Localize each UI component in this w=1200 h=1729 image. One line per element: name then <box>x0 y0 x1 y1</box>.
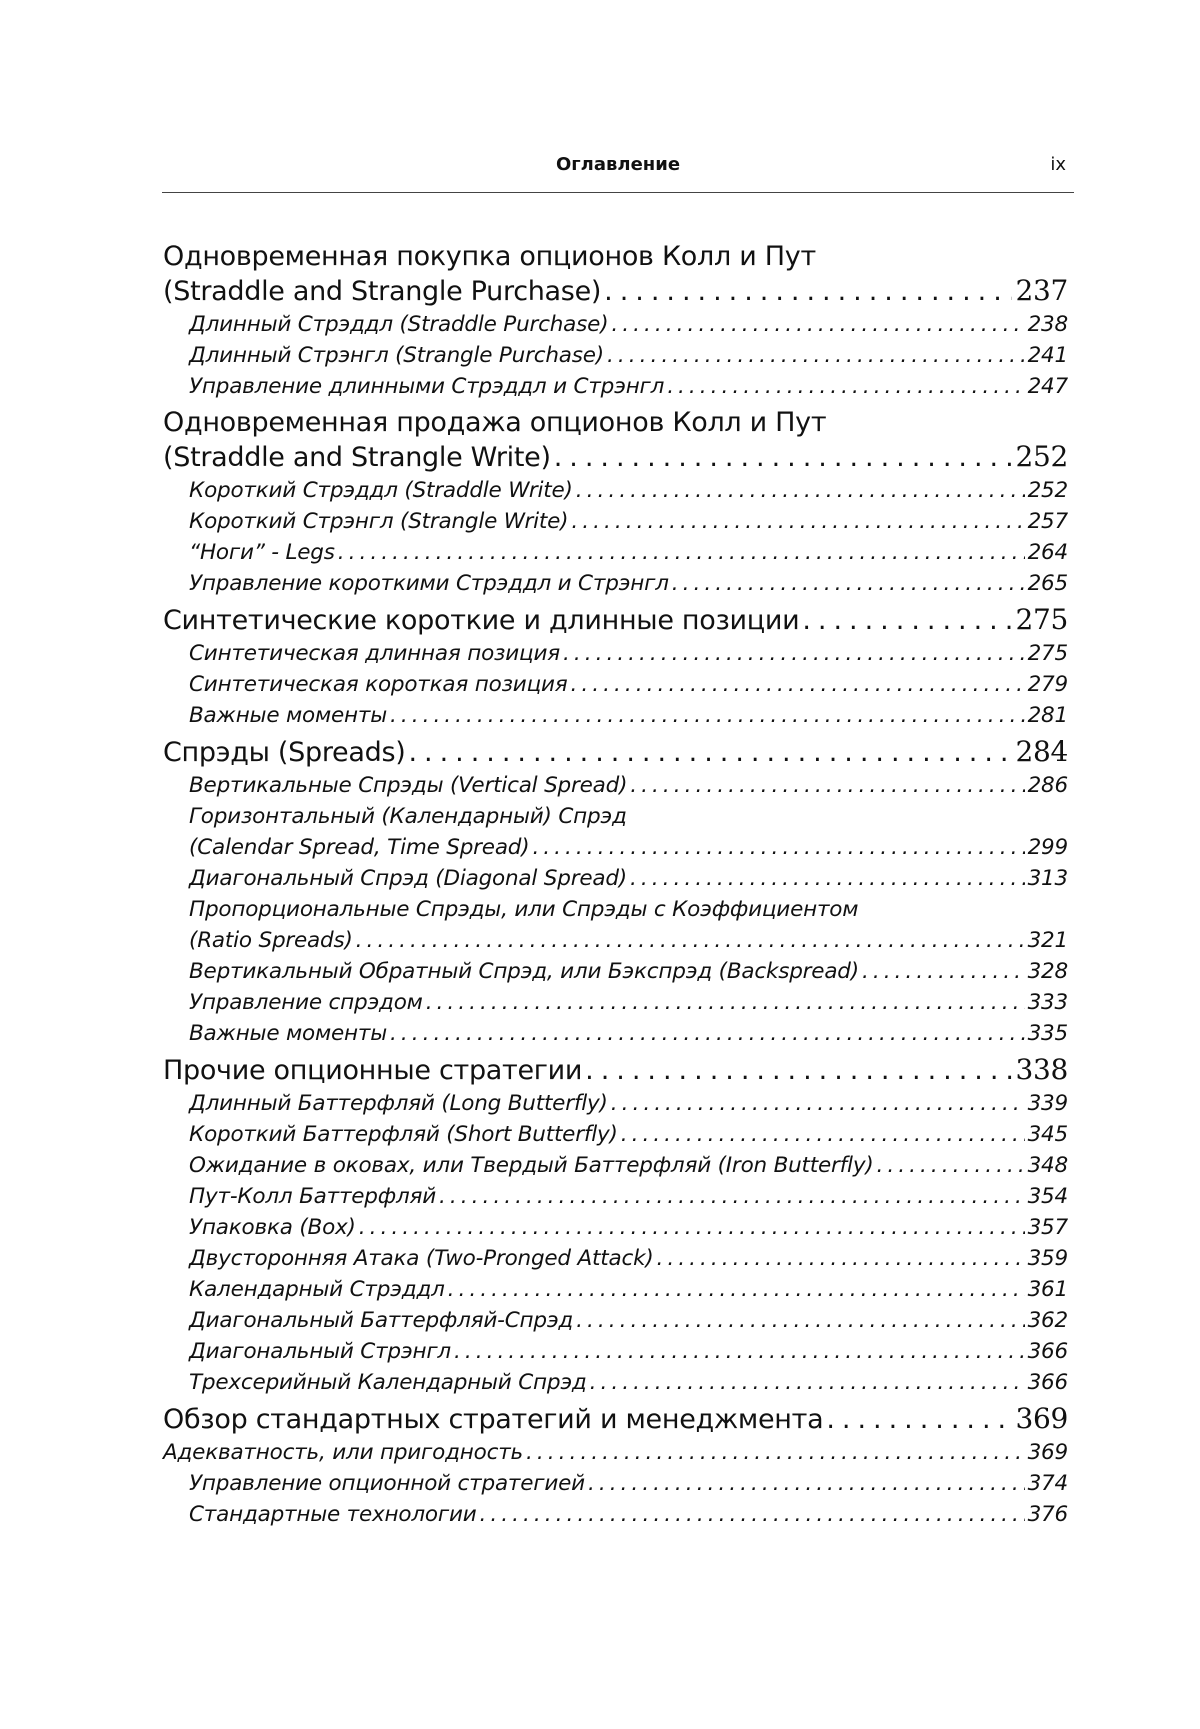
toc-chapter-title-line <box>163 603 1068 638</box>
toc-entry-page-number: 252 <box>1027 478 1068 503</box>
toc-chapter-title: (Straddle and Strangle Purchase) <box>163 276 602 307</box>
dot-leader <box>630 770 1024 801</box>
toc-chapter-title-line <box>163 274 1068 309</box>
toc-entry-page-number: 257 <box>1027 509 1068 534</box>
toc-entry-line <box>163 770 1068 801</box>
dot-leader <box>532 832 1024 863</box>
dot-leader <box>611 1088 1025 1119</box>
toc-entry-line <box>163 925 1068 956</box>
toc-section <box>163 735 1068 1049</box>
toc-entry-page-number: 339 <box>1027 1091 1068 1116</box>
toc-entry-page-number: 328 <box>1027 959 1068 984</box>
dot-leader <box>563 638 1025 669</box>
toc-entry-title: Управление короткими Стрэддл и Стрэнгл <box>189 571 669 596</box>
dot-leader <box>571 669 1025 700</box>
toc-entry-page-number: 376 <box>1027 1502 1068 1527</box>
toc-entry-page-number: 279 <box>1027 672 1068 697</box>
toc-entry-title: Диагональный Баттерфляй-Спрэд <box>189 1308 574 1333</box>
dot-leader <box>454 1336 1025 1367</box>
dot-leader <box>657 1243 1025 1274</box>
toc-chapter-page-number: 284 <box>1015 735 1068 768</box>
toc-chapter-title-line <box>163 406 1068 440</box>
toc-entry-page-number: 247 <box>1027 374 1068 399</box>
toc-entry-title: Календарный Стрэддл <box>189 1277 445 1302</box>
toc-entry-title: Короткий Баттерфляй (Short Butterfly) <box>189 1122 618 1147</box>
toc-entry-title: Важные моменты <box>189 1021 387 1046</box>
toc-entry-line <box>163 1468 1068 1499</box>
toc-entry-title: Управление длинными Стрэддл и Стрэнгл <box>189 374 665 399</box>
toc-entry-line <box>163 1088 1068 1119</box>
toc-entry-page-number: 345 <box>1027 1122 1068 1147</box>
toc-entry-line <box>163 987 1068 1018</box>
toc-entry-page-number: 275 <box>1027 641 1068 666</box>
dot-leader <box>862 956 1025 987</box>
toc-entry-page-number: 313 <box>1027 866 1068 891</box>
toc-entry-line <box>163 1243 1068 1274</box>
toc-entry-line <box>163 832 1068 863</box>
dot-leader <box>526 1437 1025 1468</box>
toc-entry-title: Синтетическая длинная позиция <box>189 641 560 666</box>
toc-entry-line <box>163 863 1068 894</box>
toc-entry-page-number: 264 <box>1027 540 1068 565</box>
dot-leader <box>359 1212 1025 1243</box>
toc-chapter-title: Одновременная покупка опционов Колл и Пут <box>163 241 816 272</box>
toc-entry-line <box>163 669 1068 700</box>
toc-entry-title: Горизонтальный (Календарный) Спрэд <box>189 804 627 829</box>
toc-chapter-title-line <box>163 735 1068 770</box>
dot-leader <box>802 604 1012 638</box>
toc-entry-title: Пропорциональные Спрэды, или Спрэды с Коэффициентом <box>189 897 859 922</box>
toc-entry-title: Адекватность, или пригодность <box>163 1440 523 1465</box>
toc-entry-line <box>163 1499 1068 1530</box>
dot-leader <box>604 275 1012 309</box>
toc-entry-title: (Calendar Spread, Time Spread) <box>189 835 530 860</box>
running-header-page-number: ix <box>1050 154 1066 175</box>
dot-leader <box>667 371 1024 402</box>
toc-entry-page-number: 335 <box>1027 1021 1068 1046</box>
toc-entry-page-number: 238 <box>1027 312 1068 337</box>
toc-entry-page-number: 265 <box>1027 571 1068 596</box>
toc-chapter-title-line <box>163 240 1068 274</box>
toc-entry-line <box>163 1305 1068 1336</box>
toc-entry-line <box>163 537 1068 568</box>
toc-entry-title: Короткий Стрэддл (Straddle Write) <box>189 478 573 503</box>
toc-entry-line <box>163 1119 1068 1150</box>
toc-chapter-title: Спрэды (Spreads) <box>163 737 406 768</box>
toc-entry-line <box>163 700 1068 731</box>
toc-entry-title: Пут-Колл Баттерфляй <box>189 1184 436 1209</box>
toc-entry-page-number: 357 <box>1027 1215 1068 1240</box>
toc-entry-line <box>163 568 1068 599</box>
toc-entry-page-number: 333 <box>1027 990 1068 1015</box>
toc-entry-title: Синтетическая короткая позиция <box>189 672 568 697</box>
header-divider <box>162 192 1074 193</box>
toc-entry-line <box>163 371 1068 402</box>
toc-entry-title: Ожидание в оковах, или Твердый Баттерфляй (Iron Butterfly) <box>189 1153 874 1178</box>
toc-chapter-title-line <box>163 440 1068 475</box>
dot-leader <box>588 1468 1025 1499</box>
toc-entry-page-number: 366 <box>1027 1370 1068 1395</box>
toc-entry-line <box>163 475 1068 506</box>
toc-entry-line <box>163 1367 1068 1398</box>
toc-chapter-title: Одновременная продажа опционов Колл и Пут <box>163 407 827 438</box>
toc-entry-title: Длинный Стрэддл (Straddle Purchase) <box>189 312 609 337</box>
toc-entry-page-number: 362 <box>1027 1308 1068 1333</box>
toc-entry-line <box>163 1212 1068 1243</box>
toc-entry-page-number: 369 <box>1027 1440 1068 1465</box>
toc-entry-page-number: 321 <box>1027 928 1068 953</box>
dot-leader <box>590 1367 1025 1398</box>
toc-chapter-page-number: 275 <box>1015 603 1068 636</box>
dot-leader <box>480 1499 1025 1530</box>
toc-entry-line <box>163 1274 1068 1305</box>
toc-entry-page-number: 281 <box>1027 703 1068 728</box>
toc-entry-title: Длинный Стрэнгл (Strangle Purchase) <box>189 343 604 368</box>
toc-chapter-title: Обзор стандартных стратегий и менеджмента <box>163 1404 824 1435</box>
running-header <box>162 150 1074 180</box>
toc-entry-page-number: 354 <box>1027 1184 1068 1209</box>
dot-leader <box>576 475 1025 506</box>
toc-entry-line <box>163 638 1068 669</box>
dot-leader <box>576 1305 1024 1336</box>
dot-leader <box>390 700 1025 731</box>
toc-entry-page-number: 241 <box>1027 343 1068 368</box>
toc-entry-title: (Ratio Spreads) <box>189 928 353 953</box>
dot-leader <box>877 1150 1025 1181</box>
dot-leader <box>611 309 1024 340</box>
toc-entry-line <box>163 1336 1068 1367</box>
dot-leader <box>390 1018 1025 1049</box>
toc-entry-line <box>163 1181 1068 1212</box>
toc-entry-title: Двусторонняя Атака (Two-Pronged Attack) <box>189 1246 654 1271</box>
dot-leader <box>585 1054 1012 1088</box>
toc-chapter-title: Прочие опционные стратегии <box>163 1055 583 1086</box>
toc-entry-line <box>163 309 1068 340</box>
dot-leader <box>439 1181 1025 1212</box>
toc-entry-page-number: 361 <box>1027 1277 1068 1302</box>
toc-entry-line <box>163 956 1068 987</box>
toc-entry-title: Трехсерийный Календарный Спрэд <box>189 1370 587 1395</box>
dot-leader <box>426 987 1025 1018</box>
toc-entry-title: Управление спрэдом <box>189 990 423 1015</box>
toc-chapter-title-line <box>163 1402 1068 1437</box>
toc-chapter-page-number: 252 <box>1015 440 1068 473</box>
toc-entry-title: Управление опционной стратегией <box>189 1471 585 1496</box>
running-header-title: Оглавление <box>555 154 681 175</box>
toc-entry-page-number: 366 <box>1027 1339 1068 1364</box>
toc-entry-title: Короткий Стрэнгл (Strangle Write) <box>189 509 569 534</box>
toc-section <box>163 1402 1068 1530</box>
dot-leader <box>607 340 1025 371</box>
toc-entry-title: Длинный Баттерфляй (Long Butterfly) <box>189 1091 608 1116</box>
toc-entry-title: Вертикальные Спрэды (Vertical Spread) <box>189 773 628 798</box>
toc-entry-page-number: 286 <box>1027 773 1068 798</box>
dot-leader <box>672 568 1025 599</box>
toc-chapter-title: Синтетические короткие и длинные позиции <box>163 605 800 636</box>
toc-entry-title: Диагональный Стрэнгл <box>189 1339 451 1364</box>
toc-entry-title: “Ноги” - Legs <box>189 540 335 565</box>
toc-entry-title: Упаковка (Box) <box>189 1215 356 1240</box>
toc-entry-title: Диагональный Спрэд (Diagonal Spread) <box>189 866 627 891</box>
toc-entry-page-number: 348 <box>1027 1153 1068 1178</box>
toc-chapter-page-number: 237 <box>1015 274 1068 307</box>
dot-leader <box>356 925 1025 956</box>
toc-entry-page-number: 299 <box>1027 835 1068 860</box>
toc-section <box>163 406 1068 599</box>
toc-section <box>163 603 1068 731</box>
toc-chapter-page-number: 369 <box>1015 1402 1068 1435</box>
toc-entry-title: Вертикальный Обратный Спрэд, или Бэкспрэд (Backspread) <box>189 959 859 984</box>
dot-leader <box>448 1274 1025 1305</box>
dot-leader <box>630 863 1025 894</box>
toc-entry-line <box>163 1018 1068 1049</box>
toc-entry-line <box>163 340 1068 371</box>
toc-entry-page-number: 374 <box>1027 1471 1068 1496</box>
toc-entry-title: Стандартные технологии <box>189 1502 477 1527</box>
toc-chapter-page-number: 338 <box>1015 1053 1068 1086</box>
toc-entry-line <box>163 1437 1068 1468</box>
dot-leader <box>621 1119 1025 1150</box>
toc-entry-title: Важные моменты <box>189 703 387 728</box>
toc-entry-line <box>163 894 1068 925</box>
table-of-contents <box>163 240 1068 1534</box>
toc-chapter-title: (Straddle and Strangle Write) <box>163 442 551 473</box>
toc-section <box>163 1053 1068 1398</box>
toc-entry-line <box>163 1150 1068 1181</box>
toc-entry-line <box>163 801 1068 832</box>
toc-chapter-title-line <box>163 1053 1068 1088</box>
toc-entry-page-number: 359 <box>1027 1246 1068 1271</box>
toc-entry-line <box>163 506 1068 537</box>
dot-leader <box>826 1403 1012 1437</box>
toc-section <box>163 240 1068 402</box>
dot-leader <box>408 736 1012 770</box>
dot-leader <box>338 537 1025 568</box>
dot-leader <box>571 506 1024 537</box>
dot-leader <box>554 441 1013 475</box>
